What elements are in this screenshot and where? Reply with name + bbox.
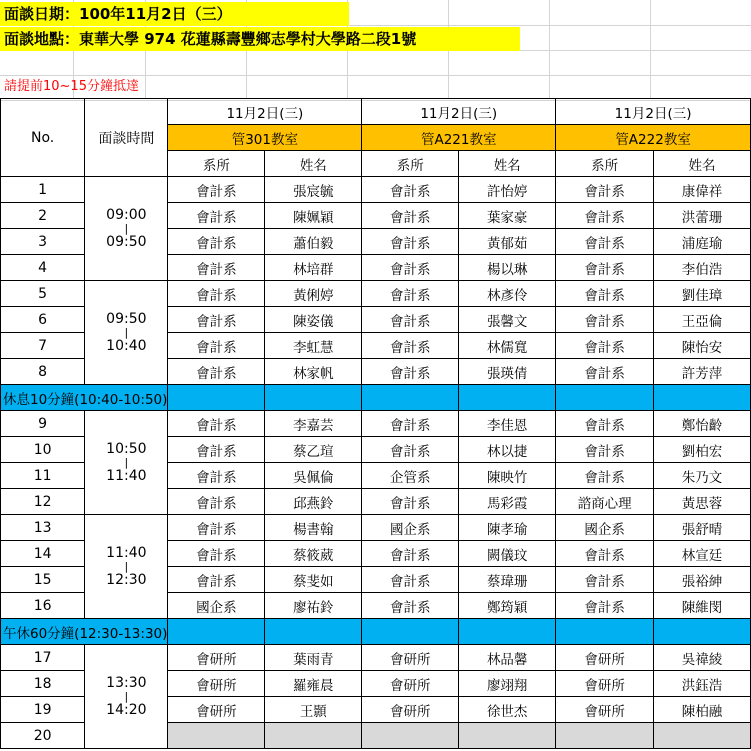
dept-cell[interactable]: 會計系 [556,359,654,385]
name-cell[interactable]: 李伯浩 [654,255,751,281]
table-row [1,411,751,437]
name-cell[interactable]: 鄭怡齡 [654,411,751,437]
break-cell[interactable] [556,385,654,411]
break-cell[interactable] [556,619,654,645]
dept-cell[interactable]: 會計系 [556,411,654,437]
dept-cell[interactable]: 會計系 [362,177,459,203]
row-number[interactable]: 2 [1,203,85,229]
dept-cell[interactable]: 會計系 [556,593,654,619]
dept-cell[interactable]: 會計系 [168,411,265,437]
dept-cell[interactable]: 會研所 [168,645,265,671]
dept-cell[interactable]: 會計系 [556,333,654,359]
name-cell[interactable]: 林宣廷 [654,541,751,567]
break-cell[interactable] [168,619,265,645]
dept-cell[interactable]: 會計系 [362,541,459,567]
name-cell[interactable]: 王顥 [265,697,362,723]
break-cell[interactable] [654,385,751,411]
row-number[interactable]: 10 [1,437,85,463]
table-row [1,177,751,203]
dept-cell[interactable]: 會研所 [362,645,459,671]
dept-cell[interactable]: 企管系 [362,463,459,489]
row-number[interactable]: 7 [1,333,85,359]
dept-cell[interactable]: 會研所 [168,671,265,697]
time-slot-start: 09:50 [106,310,147,327]
time-slot-end: 14:20 [106,701,147,718]
name-cell[interactable]: 吳佩倫 [265,463,362,489]
name-cell[interactable]: 李嘉芸 [265,411,362,437]
dept-cell[interactable]: 會計系 [362,333,459,359]
break-label[interactable]: 休息10分鐘(10:40-10:50) [1,385,168,411]
interview-date-line[interactable]: 面談日期：100年11月2日（三） [0,2,349,26]
name-cell[interactable]: 葉雨青 [265,645,362,671]
dept-header[interactable]: 系所 [168,151,265,177]
dept-cell[interactable]: 會研所 [362,671,459,697]
dept-cell[interactable] [556,723,654,749]
name-cell[interactable]: 蔡斐如 [265,567,362,593]
break-cell[interactable] [168,385,265,411]
name-cell[interactable]: 楊書翰 [265,515,362,541]
name-cell[interactable]: 闕儀玟 [459,541,556,567]
time-slot-end: 10:40 [106,337,147,354]
dept-cell[interactable]: 會計系 [362,411,459,437]
dept-cell[interactable]: 會計系 [556,437,654,463]
name-cell[interactable]: 廖祐鈴 [265,593,362,619]
dept-cell[interactable]: 會研所 [556,671,654,697]
time-slot[interactable] [85,411,168,515]
name-cell[interactable]: 林以捷 [459,437,556,463]
break-cell[interactable] [362,385,459,411]
name-cell[interactable]: 張宸毓 [265,177,362,203]
name-cell[interactable]: 林家帆 [265,359,362,385]
name-cell[interactable]: 洪鈺浩 [654,671,751,697]
row-number[interactable]: 6 [1,307,85,333]
name-cell[interactable]: 黃思蓉 [654,489,751,515]
dept-cell[interactable]: 會計系 [168,489,265,515]
break-cell[interactable] [654,619,751,645]
dept-cell[interactable]: 會計系 [362,359,459,385]
name-cell[interactable]: 劉佳璋 [654,281,751,307]
break-cell[interactable] [362,619,459,645]
dept-cell[interactable]: 會計系 [362,307,459,333]
break-row [1,385,751,411]
row-number[interactable]: 20 [1,723,85,749]
name-cell[interactable]: 張馨文 [459,307,556,333]
dept-cell[interactable]: 會計系 [168,255,265,281]
name-cell[interactable]: 黃俐婷 [265,281,362,307]
time-slot[interactable] [85,515,168,619]
row-number[interactable]: 9 [1,411,85,437]
dept-cell[interactable]: 會研所 [556,645,654,671]
dept-cell[interactable] [168,723,265,749]
session-date-1[interactable]: 11月2日(三) [168,99,362,125]
dept-cell[interactable]: 會計系 [362,593,459,619]
dept-cell[interactable]: 會計系 [168,333,265,359]
name-cell[interactable]: 蔡筱葳 [265,541,362,567]
dept-cell[interactable]: 會計系 [362,281,459,307]
name-cell[interactable] [265,723,362,749]
time-slot[interactable] [85,645,168,749]
name-cell[interactable]: 馬彩霞 [459,489,556,515]
break-label[interactable]: 午休60分鐘(12:30-13:30) [1,619,168,645]
name-cell[interactable]: 王亞倫 [654,307,751,333]
time-column-header[interactable]: 面談時間 [85,99,168,177]
name-cell[interactable]: 康偉祥 [654,177,751,203]
row-number[interactable]: 5 [1,281,85,307]
session-room-3[interactable]: 管A222教室 [556,125,751,151]
dept-cell[interactable]: 會計系 [556,203,654,229]
dept-cell[interactable]: 會研所 [168,697,265,723]
name-cell[interactable]: 鄭筠穎 [459,593,556,619]
dept-cell[interactable]: 會計系 [362,255,459,281]
name-cell[interactable]: 林彥伶 [459,281,556,307]
name-cell[interactable]: 黃郁茹 [459,229,556,255]
dept-cell[interactable]: 會計系 [362,229,459,255]
dept-cell[interactable]: 國企系 [168,593,265,619]
grid-line [0,75,751,76]
time-slot-start: 11:40 [106,544,147,561]
time-slot-start: 09:00 [106,206,147,223]
dept-cell[interactable]: 會計系 [362,203,459,229]
name-cell[interactable]: 李虹慧 [265,333,362,359]
time-slot-end: 12:30 [106,571,147,588]
table-row [1,515,751,541]
row-number[interactable]: 3 [1,229,85,255]
dept-cell[interactable]: 會計系 [556,463,654,489]
dept-cell[interactable]: 會計系 [168,567,265,593]
dept-cell[interactable]: 會計系 [168,229,265,255]
dept-cell[interactable]: 會計系 [556,567,654,593]
name-cell[interactable]: 林儒寬 [459,333,556,359]
dept-cell[interactable]: 國企系 [556,515,654,541]
name-cell[interactable]: 陳姵穎 [265,203,362,229]
name-cell[interactable]: 吳禕綾 [654,645,751,671]
dept-cell[interactable]: 會計系 [168,463,265,489]
name-cell[interactable]: 羅雍晨 [265,671,362,697]
dept-cell[interactable]: 國企系 [362,515,459,541]
dept-cell[interactable]: 會研所 [556,697,654,723]
dept-cell[interactable]: 會計系 [168,203,265,229]
break-row [1,619,751,645]
dept-cell[interactable]: 會計系 [168,359,265,385]
session-room-1[interactable]: 管301教室 [168,125,362,151]
name-cell[interactable]: 陳維閔 [654,593,751,619]
dept-cell[interactable]: 會計系 [362,567,459,593]
grid-line [650,0,651,98]
name-cell[interactable]: 張裕紳 [654,567,751,593]
time-slot-sep: | [124,689,129,703]
dept-cell[interactable]: 會計系 [556,229,654,255]
grid-line [549,0,550,98]
dept-cell[interactable]: 會計系 [168,437,265,463]
name-header[interactable]: 姓名 [654,151,751,177]
dept-cell[interactable]: 會計系 [168,515,265,541]
row-number[interactable]: 19 [1,697,85,723]
session-room-2[interactable]: 管A221教室 [362,125,556,151]
row-number[interactable]: 4 [1,255,85,281]
name-cell[interactable]: 徐世杰 [459,697,556,723]
time-slot-sep: | [124,559,129,573]
time-slot-sep: | [124,221,129,235]
time-slot-start: 13:30 [106,674,147,691]
name-cell[interactable]: 楊以琳 [459,255,556,281]
dept-header[interactable]: 系所 [556,151,654,177]
break-cell[interactable] [265,619,362,645]
no-column-header[interactable]: No. [1,99,85,177]
row-number[interactable]: 15 [1,567,85,593]
name-cell[interactable]: 陳姿儀 [265,307,362,333]
time-slot[interactable] [85,177,168,281]
dept-cell[interactable]: 會計系 [556,255,654,281]
dept-cell[interactable]: 會計系 [362,489,459,515]
name-cell[interactable]: 浦庭瑜 [654,229,751,255]
name-cell[interactable]: 邱燕鈴 [265,489,362,515]
name-cell[interactable]: 陳柏融 [654,697,751,723]
dept-cell[interactable]: 會計系 [556,281,654,307]
time-slot-end: 09:50 [106,233,147,250]
dept-cell[interactable]: 諮商心理 [556,489,654,515]
dept-cell[interactable]: 會計系 [168,307,265,333]
name-cell[interactable]: 林培群 [265,255,362,281]
time-slot-sep: | [124,325,129,339]
dept-header[interactable]: 系所 [362,151,459,177]
dept-cell[interactable]: 會計系 [168,541,265,567]
dept-cell[interactable]: 會計系 [556,307,654,333]
session-date-3[interactable]: 11月2日(三) [556,99,751,125]
row-number[interactable]: 17 [1,645,85,671]
dept-cell[interactable]: 會計系 [362,437,459,463]
session-date-2[interactable]: 11月2日(三) [362,99,556,125]
name-cell[interactable]: 陳映竹 [459,463,556,489]
time-slot[interactable] [85,281,168,385]
row-number[interactable]: 16 [1,593,85,619]
dept-cell[interactable]: 會計系 [556,541,654,567]
interview-place-line[interactable]: 面談地點：東華大學 974 花蓮縣壽豐鄉志學村大學路二段1號 [0,27,520,51]
table-row [1,281,751,307]
table-row [1,645,751,671]
name-cell[interactable]: 許怡婷 [459,177,556,203]
name-cell[interactable]: 張瑛倩 [459,359,556,385]
name-cell[interactable]: 葉家豪 [459,203,556,229]
name-cell[interactable]: 廖翊翔 [459,671,556,697]
time-slot-end: 11:40 [106,467,147,484]
break-cell[interactable] [459,385,556,411]
dept-cell[interactable]: 會研所 [362,697,459,723]
row-number[interactable]: 1 [1,177,85,203]
row-number[interactable]: 8 [1,359,85,385]
row-number[interactable]: 18 [1,671,85,697]
row-number[interactable]: 12 [1,489,85,515]
name-cell[interactable]: 陳孝瑜 [459,515,556,541]
row-number[interactable]: 11 [1,463,85,489]
dept-cell[interactable]: 會計系 [556,177,654,203]
dept-cell[interactable] [362,723,459,749]
name-cell[interactable]: 蔡瑋珊 [459,567,556,593]
name-cell[interactable]: 許芳萍 [654,359,751,385]
name-cell[interactable] [654,723,751,749]
name-header[interactable]: 姓名 [265,151,362,177]
break-cell[interactable] [459,619,556,645]
time-slot-start: 10:50 [106,440,147,457]
name-cell[interactable]: 蔡乙瑄 [265,437,362,463]
interview-schedule-table [0,98,751,749]
name-header[interactable]: 姓名 [459,151,556,177]
row-number[interactable]: 14 [1,541,85,567]
dept-cell[interactable]: 會計系 [168,281,265,307]
name-cell[interactable]: 張舒晴 [654,515,751,541]
name-cell[interactable]: 蕭伯毅 [265,229,362,255]
name-cell[interactable]: 陳怡安 [654,333,751,359]
dept-cell[interactable]: 會計系 [168,177,265,203]
break-cell[interactable] [265,385,362,411]
name-cell[interactable]: 林品馨 [459,645,556,671]
name-cell[interactable]: 洪蕾珊 [654,203,751,229]
name-cell[interactable]: 朱乃文 [654,463,751,489]
name-cell[interactable] [459,723,556,749]
arrival-notice[interactable]: 請提前10~15分鐘抵達 [4,79,139,94]
name-cell[interactable]: 李佳恩 [459,411,556,437]
name-cell[interactable]: 劉柏宏 [654,437,751,463]
time-slot-sep: | [124,455,129,469]
row-number[interactable]: 13 [1,515,85,541]
